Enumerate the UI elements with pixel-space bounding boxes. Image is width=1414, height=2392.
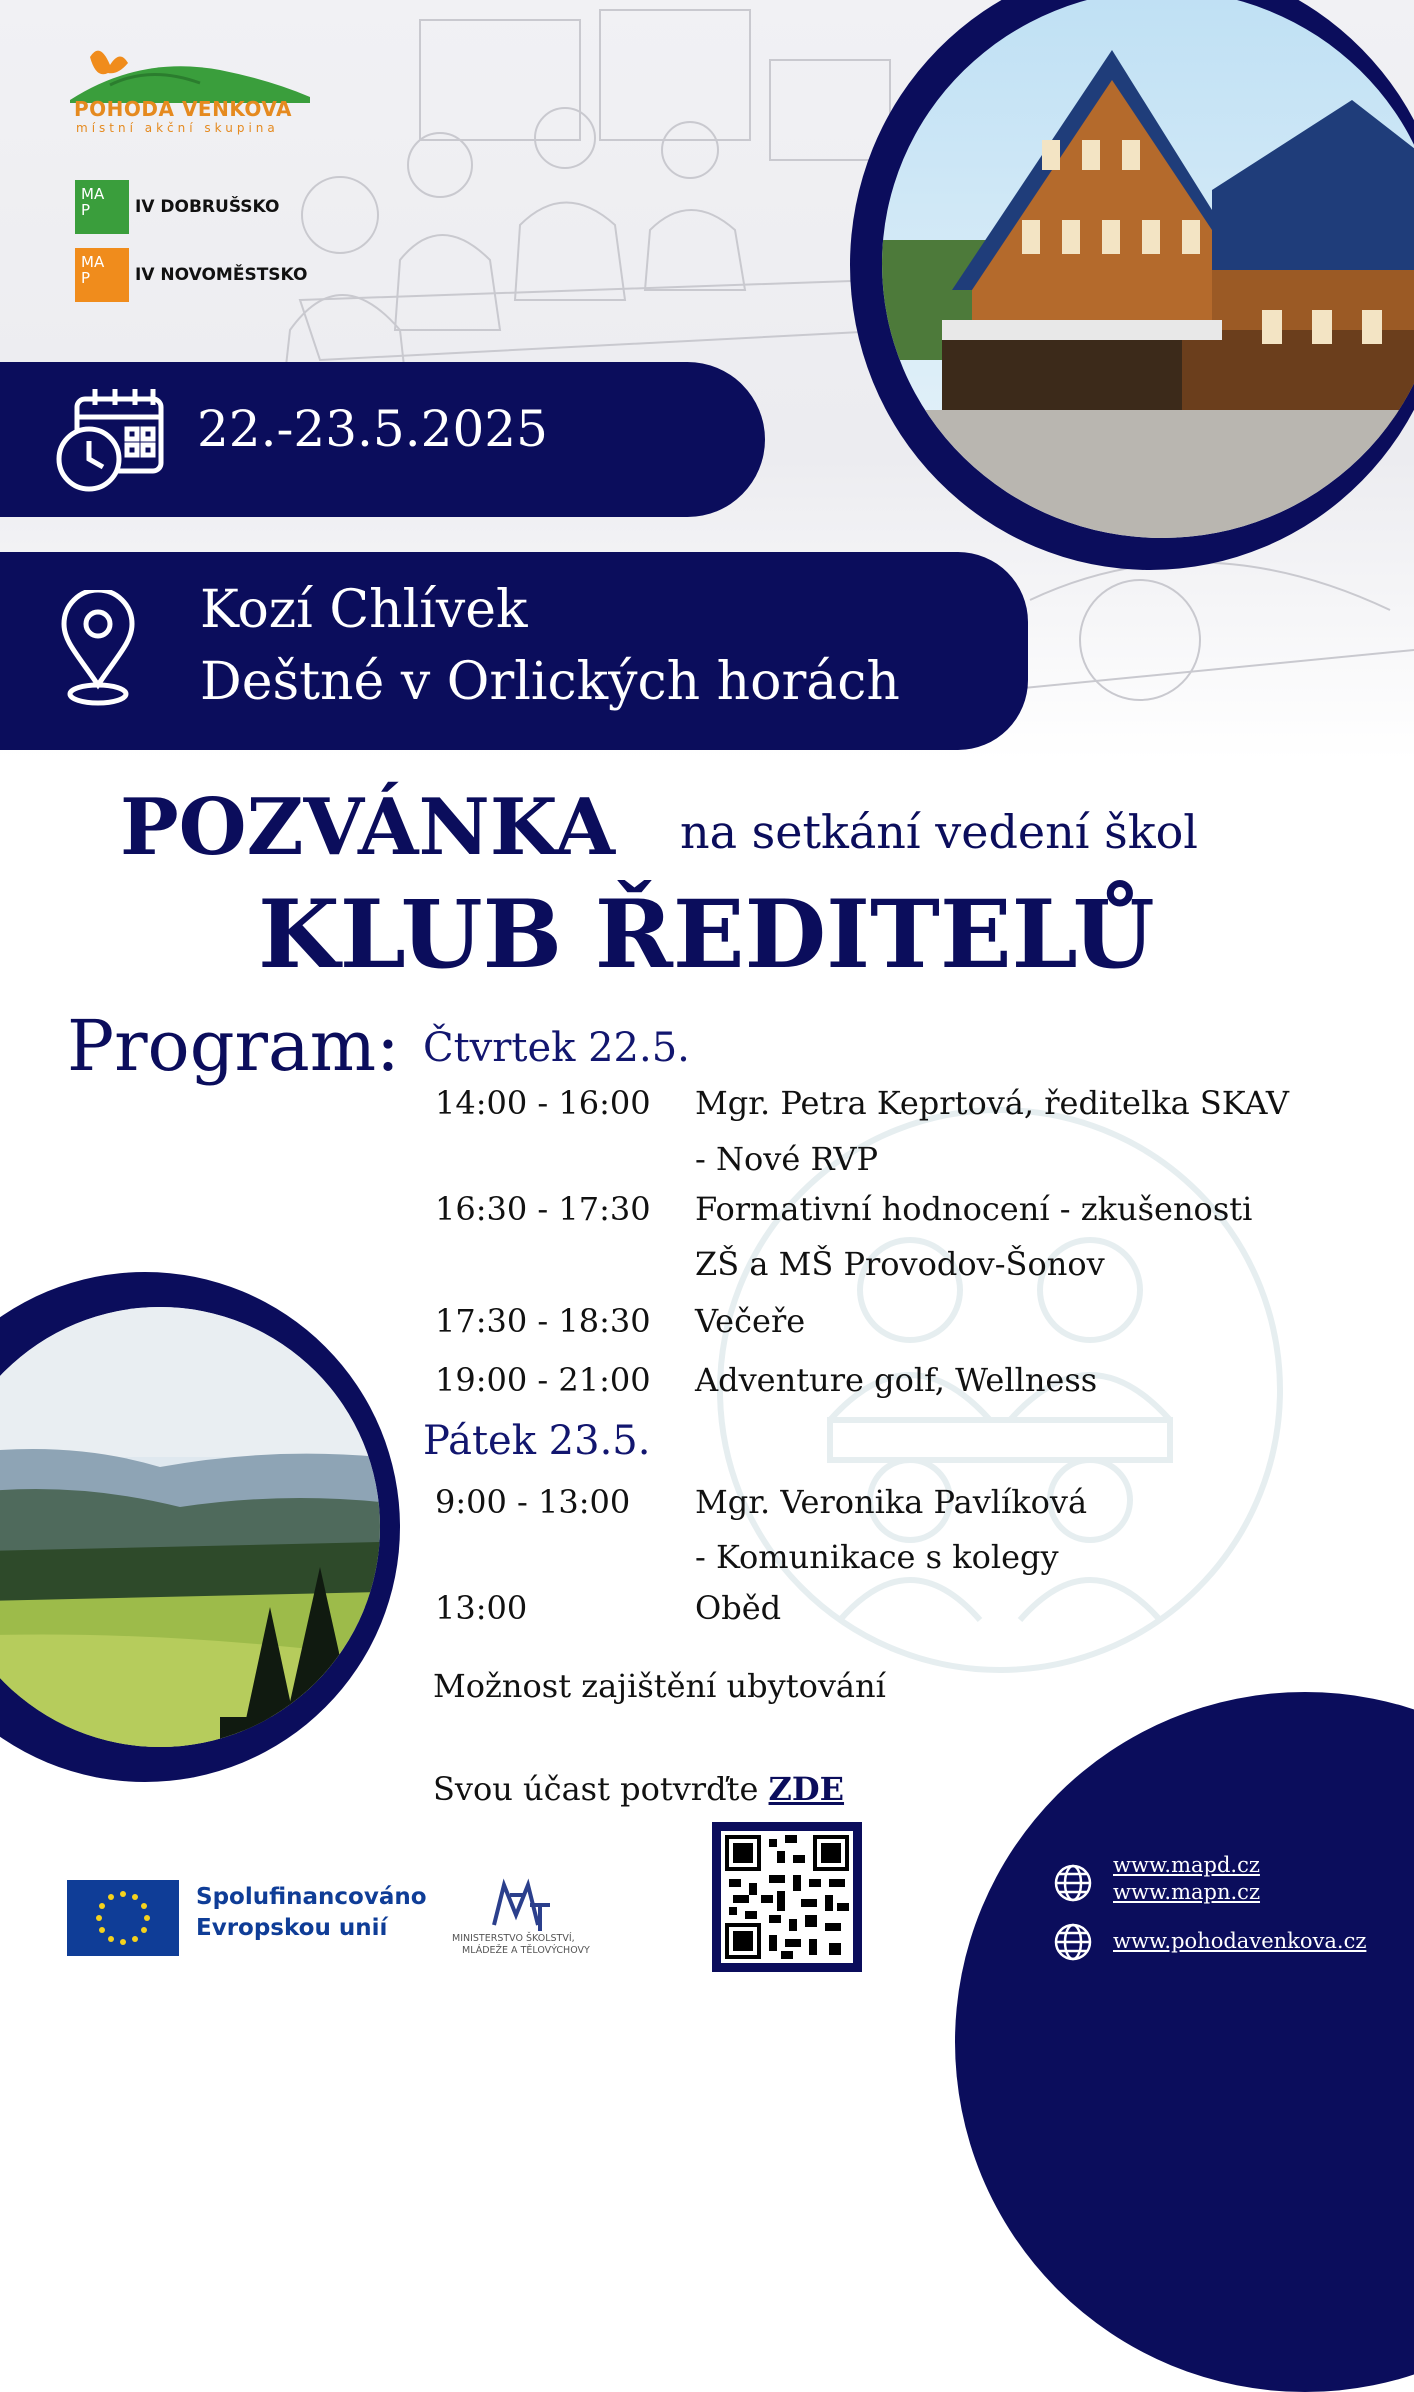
location-pin-icon xyxy=(58,590,138,708)
msmt-line2: MLÁDEŽE A TĚLOVÝCHOVY xyxy=(462,1945,590,1956)
map-box-text: MA xyxy=(81,253,105,271)
schedule-desc: ZŠ a MŠ Provodov-Šonov xyxy=(695,1245,1105,1283)
event-title: KLUB ŘEDITELŮ xyxy=(258,880,1155,990)
map2-label: IV NOVOMĚSTSKO xyxy=(135,265,308,285)
day2-heading: Pátek 23.5. xyxy=(423,1418,651,1464)
landscape-photo xyxy=(0,1307,380,1747)
landscape-photo-frame xyxy=(0,1272,400,1782)
map-box-green xyxy=(75,180,129,234)
landscape-illustration xyxy=(0,1307,380,1747)
website-link-mapn[interactable]: www.mapn.cz xyxy=(1113,1880,1261,1904)
globe-icon xyxy=(1053,1922,1093,1962)
invitation-heading: POZVÁNKA xyxy=(120,782,615,873)
website-link-pohoda[interactable]: www.pohodavenkova.cz xyxy=(1113,1929,1367,1953)
registration-qr-code[interactable] xyxy=(712,1822,862,1972)
eu-cofinanced-line1: Spolufinancováno xyxy=(196,1884,427,1910)
program-label: Program: xyxy=(67,1005,400,1087)
confirm-text: Svou účast potvrďte xyxy=(433,1770,769,1808)
location-name: Kozí Chlívek xyxy=(200,580,528,640)
pohoda-title: POHODA VENKOVA xyxy=(74,97,292,121)
schedule-desc: Oběd xyxy=(695,1589,782,1627)
butterfly-hills-icon xyxy=(70,45,320,105)
qr-code-icon xyxy=(721,1831,853,1963)
map-box-orange xyxy=(75,248,129,302)
website-link-mapd[interactable]: www.mapd.cz xyxy=(1113,1853,1260,1877)
msmt-logo xyxy=(450,1875,610,1965)
eu-cofinanced-line2: Evropskou unií xyxy=(196,1915,388,1941)
event-date: 22.-23.5.2025 xyxy=(197,400,548,458)
schedule-desc: Večeře xyxy=(695,1302,806,1340)
pohoda-subtitle: místní akční skupina xyxy=(76,121,279,135)
msmt-line1: MINISTERSTVO ŠKOLSTVÍ, xyxy=(452,1933,575,1944)
map-box-text: P xyxy=(81,201,91,219)
location-town: Deštné v Orlických horách xyxy=(200,652,900,712)
schedule-time: 9:00 - 13:00 xyxy=(435,1483,631,1521)
schedule-desc: Adventure golf, Wellness xyxy=(695,1361,1098,1399)
schedule-time: 17:30 - 18:30 xyxy=(435,1302,651,1340)
msmt-emblem-icon xyxy=(450,1875,610,1935)
schedule-desc: Formativní hodnocení - zkušenosti xyxy=(695,1190,1253,1228)
map-dobrussko-logo xyxy=(75,180,279,234)
cabin-photo xyxy=(882,0,1414,538)
map-box-text: MA xyxy=(81,185,105,203)
schedule-time: 14:00 - 16:00 xyxy=(435,1084,651,1122)
map1-label: IV DOBRUŠSKO xyxy=(135,197,280,217)
footer-navy-corner xyxy=(955,1692,1414,2392)
location-banner xyxy=(0,552,1028,750)
schedule-desc: Mgr. Petra Keprtová, ředitelka SKAV xyxy=(695,1084,1289,1122)
invitation-subtitle: na setkání vedení škol xyxy=(680,805,1198,859)
confirm-link[interactable]: ZDE xyxy=(768,1770,845,1808)
schedule-desc: - Nové RVP xyxy=(695,1140,879,1178)
schedule-time: 19:00 - 21:00 xyxy=(435,1361,651,1399)
eu-flag xyxy=(67,1880,179,1956)
confirm-note xyxy=(433,1770,844,1808)
schedule-time: 13:00 xyxy=(435,1589,528,1627)
map-box-text: P xyxy=(81,269,91,287)
schedule-time: 16:30 - 17:30 xyxy=(435,1190,651,1228)
schedule-desc: - Komunikace s kolegy xyxy=(695,1538,1059,1576)
accommodation-note: Možnost zajištění ubytování xyxy=(433,1667,886,1705)
eu-stars-icon xyxy=(67,1880,179,1956)
schedule-desc: Mgr. Veronika Pavlíková xyxy=(695,1483,1088,1521)
globe-icon xyxy=(1053,1863,1093,1903)
calendar-clock-icon xyxy=(55,387,167,495)
map-novomestsko-logo xyxy=(75,248,307,302)
day1-heading: Čtvrtek 22.5. xyxy=(423,1025,690,1071)
date-banner xyxy=(0,362,765,517)
pohoda-venkova-logo xyxy=(70,45,320,145)
cabin-illustration xyxy=(882,0,1414,538)
